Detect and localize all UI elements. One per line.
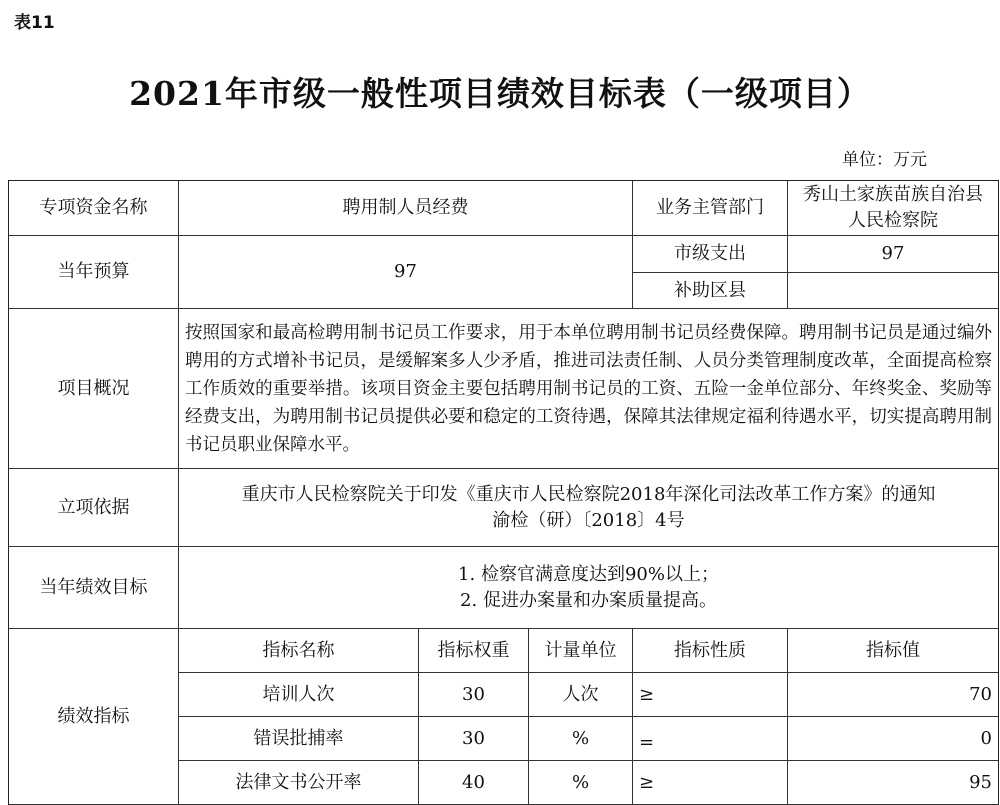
indicator-unit: 人次 <box>529 673 633 717</box>
indicator-value: 95 <box>788 761 999 805</box>
header-measure-unit: 计量单位 <box>529 629 633 673</box>
overview-label: 项目概况 <box>9 309 179 469</box>
indicator-unit: % <box>529 761 633 805</box>
basis-line-1: 重庆市人民检察院关于印发《重庆市人民检察院2018年深化司法改革工作方案》的通知 <box>241 483 936 505</box>
goals-value <box>179 547 999 629</box>
performance-table <box>8 180 999 805</box>
basis-line-2: 渝检（研）〔2018〕4号 <box>492 509 685 531</box>
fund-name-label: 专项资金名称 <box>9 181 179 236</box>
subsidy-value <box>788 273 999 309</box>
goal-line-1: 1. 检察官满意度达到90%以上； <box>458 563 719 585</box>
indicator-name: 法律文书公开率 <box>179 761 419 805</box>
header-indicator-nature: 指标性质 <box>633 629 788 673</box>
basis-value <box>179 469 999 547</box>
indicator-nature: ≥ <box>633 761 788 805</box>
indicator-value: 70 <box>788 673 999 717</box>
dept-value: 秀山土家族苗族自治县人民检察院 <box>788 181 999 236</box>
basis-label: 立项依据 <box>9 469 179 547</box>
header-indicator-value: 指标值 <box>788 629 999 673</box>
indicator-weight: 40 <box>419 761 529 805</box>
city-expense-value: 97 <box>788 236 999 273</box>
fund-name-value: 聘用制人员经费 <box>179 181 633 236</box>
indicator-nature: = <box>633 717 788 761</box>
budget-value: 97 <box>179 236 633 309</box>
goals-label: 当年绩效目标 <box>9 547 179 629</box>
header-indicator-weight: 指标权重 <box>419 629 529 673</box>
page-title: 2021年市级一般性项目绩效目标表（一级项目） <box>129 74 871 113</box>
indicator-weight: 30 <box>419 673 529 717</box>
indicator-value: 0 <box>788 717 999 761</box>
overview-text: 按照国家和最高检聘用制书记员工作要求，用于本单位聘用制书记员经费保障。聘用制书记员是通过编外聘用的方式增补书记员，是缓解案多人少矛盾，推进司法责任制、人员分类管理制度改革，全面提高检察工作质效的重要举措。该项目资金主要包括聘用制书记员的工资、五险一金单位部分、年终奖金、奖励等经费支出，为聘用制书记员提供必要和稳定的工资待遇，保障其法律规定福利待遇水平，切实提高聘用制书记员职业保障水平。 <box>179 309 999 469</box>
indicator-weight: 30 <box>419 717 529 761</box>
indicator-name: 培训人次 <box>179 673 419 717</box>
goal-line-2: 2. 促进办案量和办案质量提高。 <box>460 589 717 611</box>
indicator-name: 错误批捕率 <box>179 717 419 761</box>
table-number: 表11 <box>14 13 55 33</box>
city-expense-label: 市级支出 <box>633 236 788 273</box>
dept-label: 业务主管部门 <box>633 181 788 236</box>
indicator-unit: % <box>529 717 633 761</box>
indicator-nature: ≥ <box>633 673 788 717</box>
indicators-label: 绩效指标 <box>9 629 179 805</box>
subsidy-label: 补助区县 <box>633 273 788 309</box>
header-indicator-name: 指标名称 <box>179 629 419 673</box>
unit-label: 单位：万元 <box>842 150 927 170</box>
budget-label: 当年预算 <box>9 236 179 309</box>
